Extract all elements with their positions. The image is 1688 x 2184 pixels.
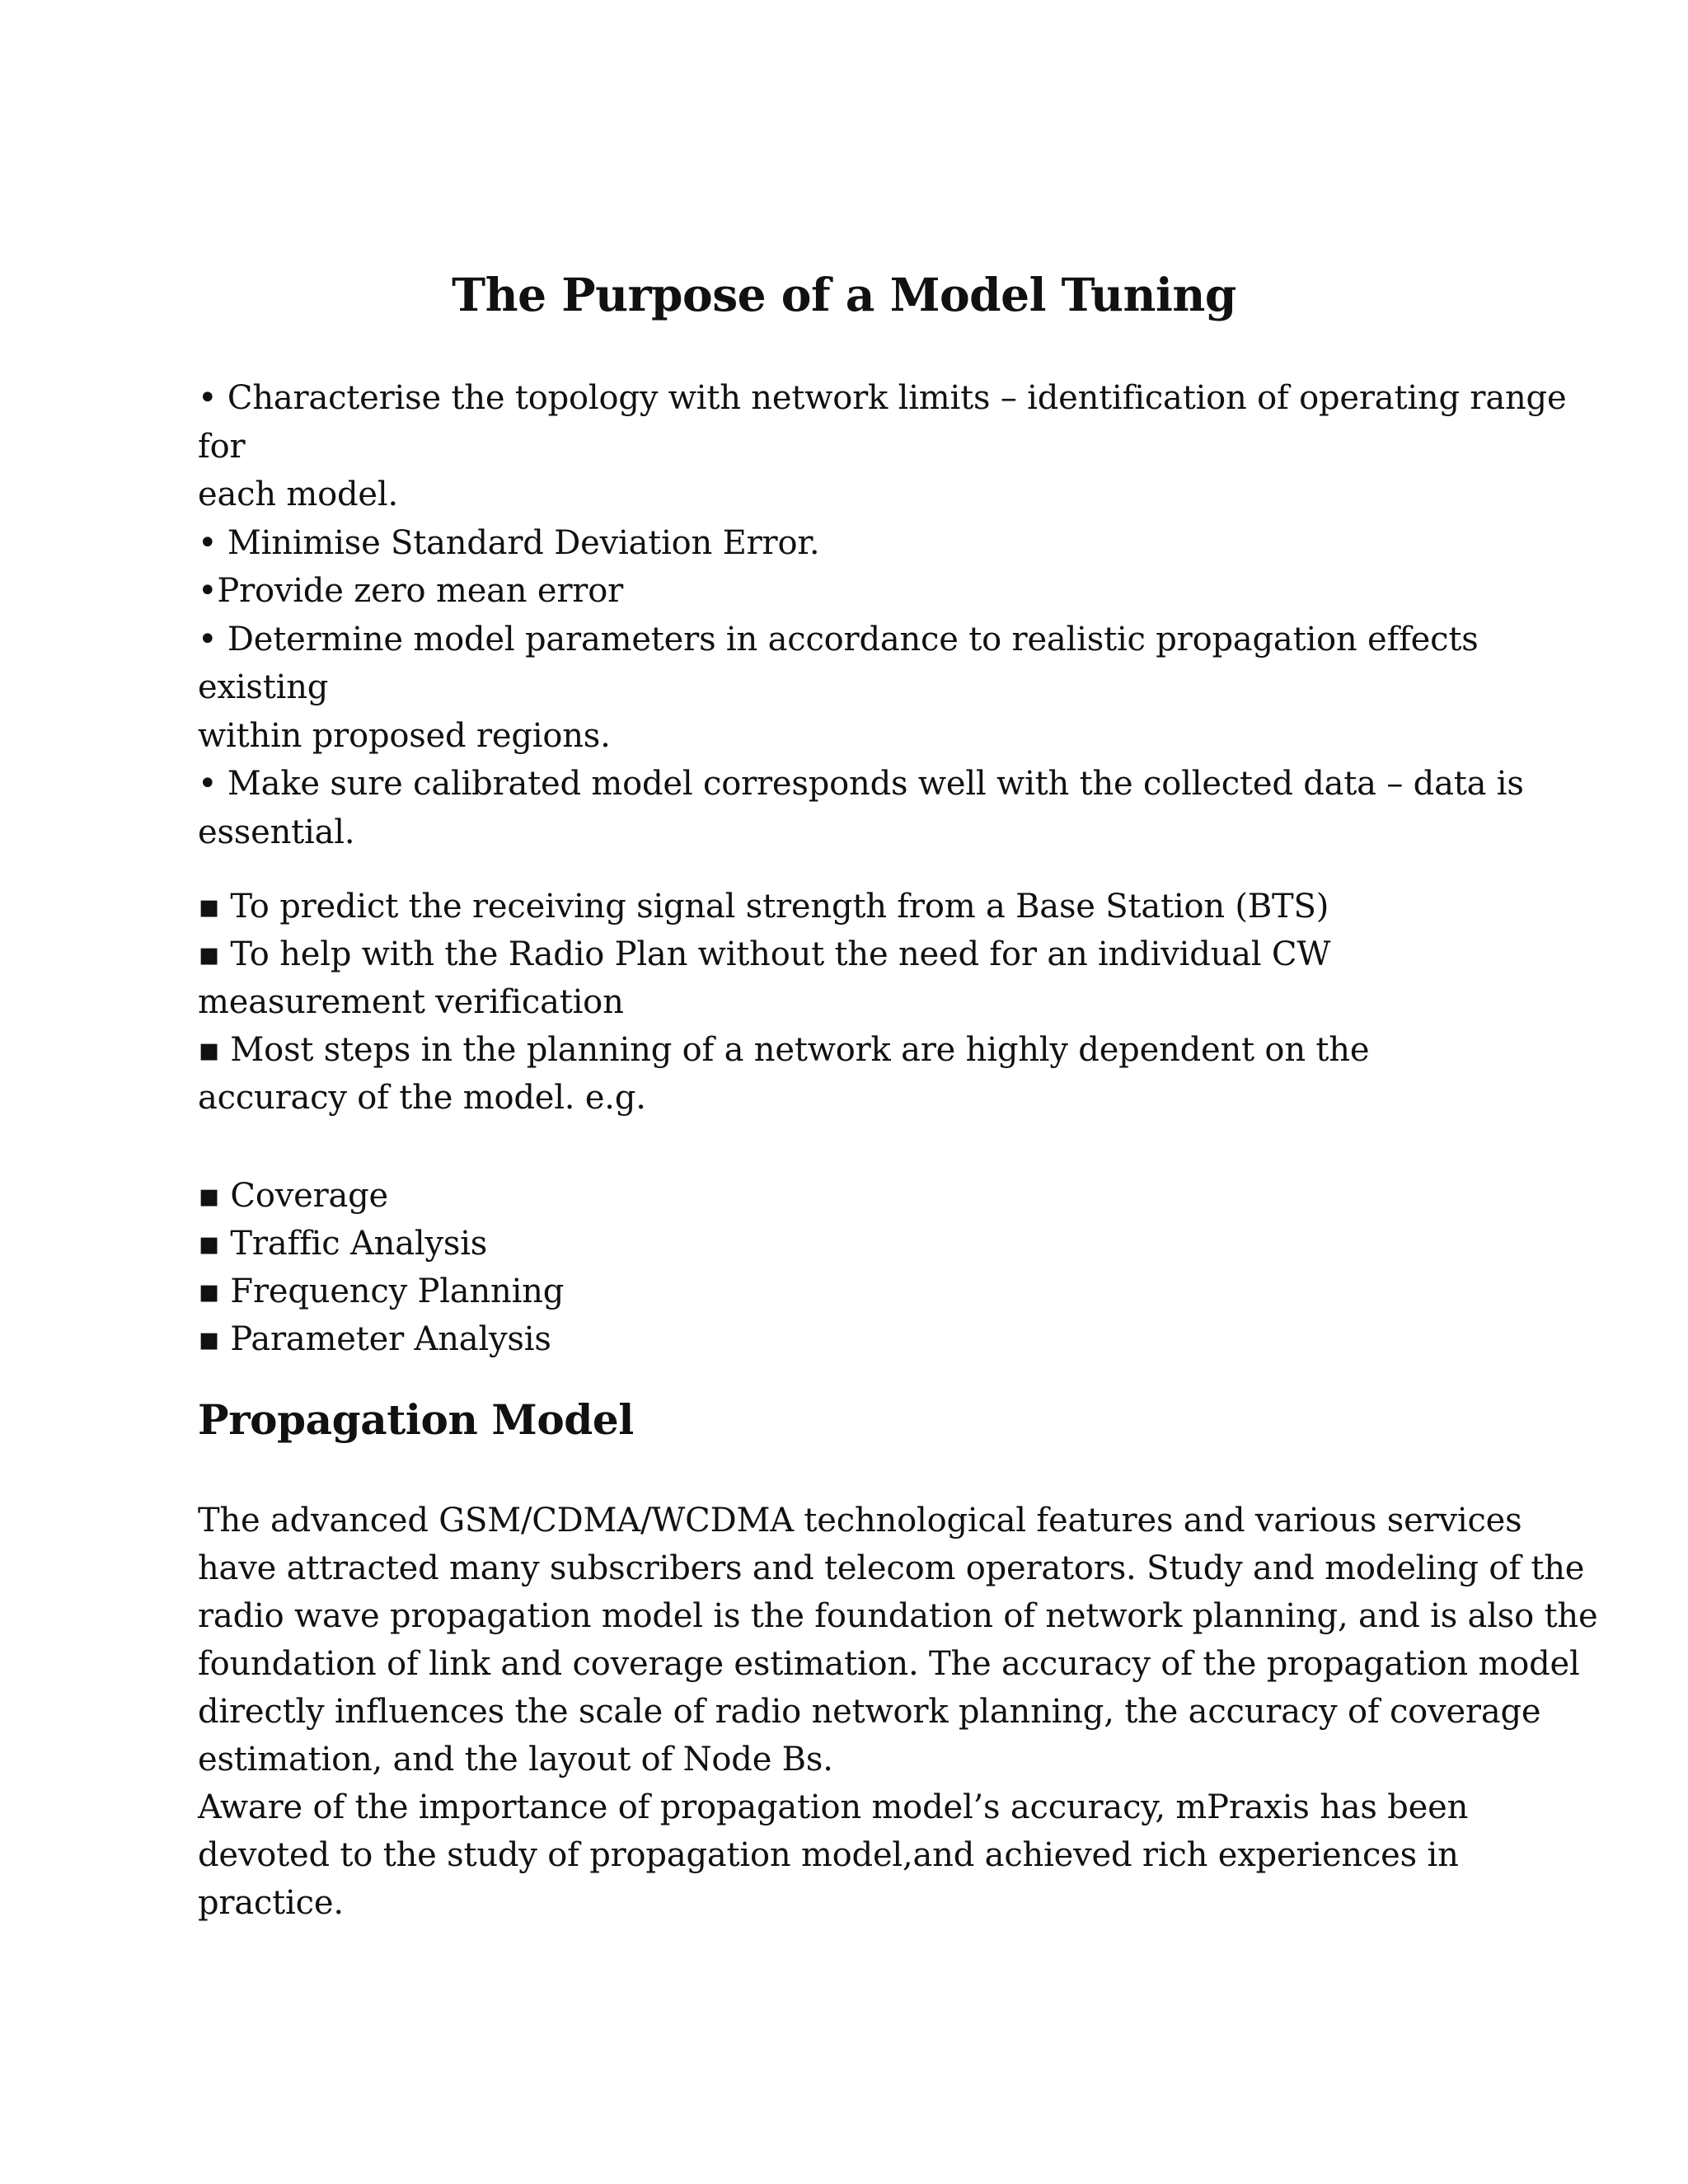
list-item: existing — [198, 668, 329, 706]
list-item: essential. — [198, 813, 355, 851]
body-paragraph — [198, 1497, 1598, 1927]
list-item: •Provide zero mean error — [198, 572, 624, 610]
list-item: • Characterise the topology with network limits – identification of operating range — [198, 379, 1567, 417]
paragraph-line: practice. — [198, 1884, 344, 1922]
list-item: ▪ To help with the Radio Plan without the need for an individual CW — [198, 935, 1331, 973]
list-item: • Determine model parameters in accordance to realistic propagation effects — [198, 620, 1479, 658]
list-item: ▪ Most steps in the planning of a network are highly dependent on the — [198, 1031, 1370, 1069]
list-item: measurement verification — [198, 983, 624, 1021]
paragraph-line: have attracted many subscribers and telecom operators. Study and modeling of the — [198, 1549, 1585, 1587]
list-item: accuracy of the model. e.g. — [198, 1079, 646, 1117]
list-item: for — [198, 427, 246, 466]
list-item: ▪ Coverage — [198, 1177, 389, 1215]
section-heading: Propagation Model — [198, 1395, 634, 1444]
list-item: each model. — [198, 476, 398, 513]
list-item: • Minimise Standard Deviation Error. — [198, 523, 820, 562]
examples-list — [198, 1172, 1500, 1363]
page-title: The Purpose of a Model Tuning — [452, 268, 1236, 321]
list-item: • Make sure calibrated model corresponds well with the collected data – data is — [198, 765, 1524, 803]
paragraph-line: The advanced GSM/CDMA/WCDMA technological features and various services — [198, 1502, 1522, 1540]
paragraph-line: estimation, and the layout of Node Bs. — [198, 1741, 833, 1779]
paragraph-line: directly influences the scale of radio network planning, the accuracy of coverage — [198, 1693, 1541, 1731]
list-item: ▪ To predict the receiving signal strength from a Base Station (BTS) — [198, 888, 1329, 926]
purpose-list — [198, 883, 1500, 1122]
paragraph-line: Aware of the importance of propagation model’s accuracy, mPraxis has been — [198, 1788, 1469, 1826]
objectives-list — [198, 374, 1567, 856]
list-item: ▪ Frequency Planning — [198, 1272, 565, 1310]
list-item: within proposed regions. — [198, 716, 611, 755]
paragraph-line: foundation of link and coverage estimation. The accuracy of the propagation model — [198, 1645, 1580, 1683]
paragraph-line: devoted to the study of propagation model,and achieved rich experiences in — [198, 1836, 1459, 1874]
list-item: ▪ Parameter Analysis — [198, 1320, 551, 1358]
paragraph-line: radio wave propagation model is the foundation of network planning, and is also the — [198, 1597, 1598, 1635]
list-item: ▪ Traffic Analysis — [198, 1225, 488, 1263]
